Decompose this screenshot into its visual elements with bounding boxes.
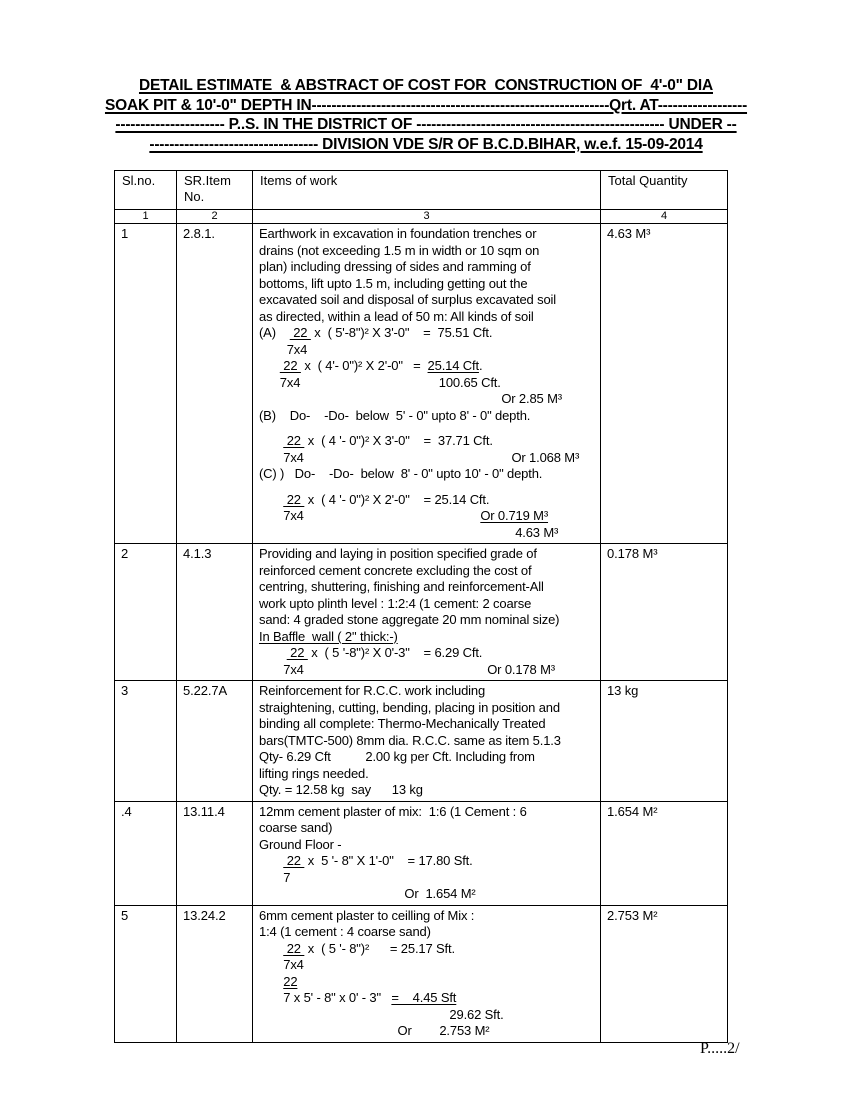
work-line — [259, 908, 598, 925]
title-line-1: DETAIL ESTIMATE & ABSTRACT OF COST FOR CONSTRUCTION OF 4'-0" DIA — [138, 77, 713, 94]
work-text-segment: Qty- 6.29 Cft 2.00 kg per Cft. Including from — [259, 749, 535, 764]
work-line — [259, 342, 598, 359]
work-text-segment: Or 0.719 M³ — [480, 508, 549, 523]
work-text-segment — [259, 645, 287, 660]
title-line-4: ---------------------------------- DIVISION VDE S/R OF B.C.D.BIHAR, w.e.f. 15-09-2014 — [149, 135, 703, 153]
column-number-2: 2 — [177, 210, 253, 224]
work-blank-line — [259, 483, 598, 492]
work-line — [259, 276, 598, 293]
work-line — [259, 662, 598, 679]
table-row — [115, 801, 728, 905]
work-text-segment: 7x4 100.65 Cft. — [259, 374, 501, 390]
column-number-4: 4 — [601, 210, 728, 224]
estimate-table — [114, 170, 728, 1043]
work-line — [259, 579, 598, 596]
col-header-item-no: SR.Item No. — [177, 171, 253, 210]
cell-total-quantity: 0.178 M³ — [601, 544, 728, 681]
work-line — [259, 870, 598, 887]
work-text-segment: 7x4 — [259, 957, 304, 972]
cell-item-no: 4.1.3 — [177, 544, 253, 681]
table-row — [115, 681, 728, 802]
work-text-segment: straightening, cutting, bending, placing in position and — [259, 699, 560, 715]
work-text-segment: 25.14 Cft — [427, 358, 479, 373]
cell-item-no: 13.11.4 — [177, 801, 253, 905]
work-text-segment: (C) ) Do- -Do- below 8' - 0" upto 10' - 0" depth. — [259, 466, 543, 481]
column-number-row — [115, 210, 728, 224]
work-line — [259, 820, 598, 837]
work-text-segment: Qty. = 12.58 kg say 13 kg — [259, 782, 423, 797]
work-line — [259, 1023, 598, 1040]
cell-items-of-work — [253, 544, 601, 681]
cell-item-no: 5.22.7A — [177, 681, 253, 802]
work-line — [259, 782, 598, 799]
work-text-segment: Reinforcement for R.C.C. work including — [259, 683, 486, 698]
work-line — [259, 716, 598, 733]
work-text-segment: binding all complete: Thermo-Mechanically Treated — [259, 716, 546, 731]
work-line — [259, 990, 598, 1007]
work-text-segment: (A) — [259, 325, 290, 340]
work-line — [259, 243, 598, 260]
work-text-segment: Ground Floor - — [259, 836, 342, 852]
title-line-3: ---------------------- P..S. IN THE DISTRICT OF -------------------------------------------------- UNDER -- — [115, 116, 737, 133]
work-line — [259, 226, 598, 243]
col-header-slno: Sl.no. — [115, 171, 177, 210]
work-text-segment: bars(TMTC-500) 8mm dia. R.C.C. same as item 5.1.3 — [259, 732, 561, 748]
work-line — [259, 325, 598, 342]
work-line — [259, 492, 598, 509]
work-line — [259, 941, 598, 958]
work-line — [259, 837, 598, 854]
work-text-segment — [259, 358, 280, 373]
work-line — [259, 546, 598, 563]
work-line — [259, 292, 598, 309]
work-text-segment: work upto plinth level : 1:2:4 (1 cement: 2 coarse — [259, 595, 532, 611]
work-line — [259, 853, 598, 870]
title-line-2: SOAK PIT & 10'-0" DEPTH IN------------------------------------------------------------Qrt. AT------------------ — [104, 96, 748, 114]
work-text-segment: bottoms, lift upto 1.5 m, including getting out the — [259, 275, 528, 291]
work-text-segment: 22 — [283, 853, 305, 868]
cell-slno: 3 — [115, 681, 177, 802]
work-text-segment: 22 — [283, 973, 298, 989]
work-line — [259, 957, 598, 974]
work-text-segment — [259, 853, 283, 868]
work-text-segment: 7x4 Or 1.068 M³ — [259, 449, 580, 465]
work-text-segment: 7x4 — [259, 341, 308, 357]
cell-total-quantity: 4.63 M³ — [601, 224, 728, 544]
col-header-total-quantity: Total Quantity — [601, 171, 728, 210]
work-line — [259, 683, 598, 700]
work-blank-line — [259, 424, 598, 433]
table-body — [115, 224, 728, 1043]
work-text-segment: 7x4 — [259, 508, 481, 523]
work-text-segment — [259, 974, 283, 989]
work-text-segment: 7 x 5' - 8" x 0' - 3" — [259, 990, 392, 1005]
work-text-segment: 4.63 M³ — [259, 524, 559, 540]
cell-slno: 2 — [115, 544, 177, 681]
cell-slno: 1 — [115, 224, 177, 544]
cell-total-quantity: 1.654 M² — [601, 801, 728, 905]
col-header-items-of-work: Items of work — [253, 171, 601, 210]
work-text-segment: x ( 5'-8")² X 3'-0" = 75.51 Cft. — [310, 325, 493, 340]
work-line — [259, 525, 598, 542]
work-line — [259, 974, 598, 991]
work-text-segment: 6mm cement plaster to ceilling of Mix : — [259, 907, 475, 923]
work-line — [259, 629, 598, 646]
work-line — [259, 924, 598, 941]
work-line — [259, 375, 598, 392]
work-text-segment: plan) including dressing of sides and ramming of — [259, 259, 531, 274]
work-text-segment: drains (not exceeding 1.5 m in width or 10 sqm on — [259, 242, 540, 258]
work-text-segment: 1:4 (1 cement : 4 coarse sand) — [259, 924, 431, 939]
work-text-segment: Earthwork in excavation in foundation trenches or — [259, 226, 537, 241]
table-header-row — [115, 171, 728, 210]
work-text-segment: 22 — [283, 433, 305, 448]
work-line — [259, 733, 598, 750]
work-line — [259, 309, 598, 326]
work-text-segment: Providing and laying in position specified grade of — [259, 546, 537, 561]
work-line — [259, 645, 598, 662]
work-text-segment — [259, 433, 283, 448]
column-number-1: 1 — [115, 210, 177, 224]
work-line — [259, 358, 598, 375]
work-text-segment: centring, shuttering, finishing and reinforcement-All — [259, 579, 544, 594]
work-line — [259, 259, 598, 276]
work-text-segment: = 4.45 Sft — [391, 990, 457, 1005]
work-text-segment: lifting rings needed. — [259, 765, 369, 781]
cell-slno: 5 — [115, 905, 177, 1042]
work-line — [259, 886, 598, 903]
work-text-segment: Or 2.85 M³ — [259, 391, 562, 406]
work-line — [259, 450, 598, 467]
work-line — [259, 700, 598, 717]
table-row — [115, 905, 728, 1042]
cell-item-no: 2.8.1. — [177, 224, 253, 544]
work-line — [259, 408, 598, 425]
work-line — [259, 563, 598, 580]
work-text-segment: x 5 '- 8" X 1'-0" = 17.80 Sft. — [304, 853, 473, 868]
work-text-segment: excavated soil and disposal of surplus excavated soil — [259, 292, 557, 307]
work-line — [259, 612, 598, 629]
work-text-segment: . — [478, 358, 483, 373]
work-text-segment: sand: 4 graded stone aggregate 20 mm nominal size) — [259, 612, 560, 627]
work-line — [259, 766, 598, 783]
work-line — [259, 596, 598, 613]
work-text-segment: coarse sand) — [259, 820, 333, 835]
work-line — [259, 749, 598, 766]
cell-items-of-work — [253, 905, 601, 1042]
work-text-segment — [259, 492, 283, 507]
document-title — [80, 76, 772, 154]
work-text-segment: reinforced cement concrete excluding the cost of — [259, 562, 532, 578]
cell-item-no: 13.24.2 — [177, 905, 253, 1042]
work-line — [259, 466, 598, 483]
work-line — [259, 391, 598, 408]
work-line — [259, 804, 598, 821]
work-text-segment: as directed, within a lead of 50 m: All kinds of soil — [259, 308, 534, 324]
work-text-segment: x ( 5 '- 8")² = 25.17 Sft. — [304, 940, 455, 956]
work-text-segment: 22 — [283, 940, 305, 956]
work-text-segment: Or 2.753 M² — [259, 1023, 490, 1038]
work-text-segment: x ( 4'- 0")² X 2'-0" = — [300, 358, 428, 373]
column-number-3: 3 — [253, 210, 601, 224]
work-text-segment: 22 — [279, 358, 301, 373]
work-text-segment: x ( 4 '- 0")² X 2'-0" = 25.14 Cft. — [304, 491, 490, 507]
work-line — [259, 508, 598, 525]
cell-total-quantity: 13 kg — [601, 681, 728, 802]
work-text-segment: In Baffle wall ( 2" thick:-) — [259, 628, 398, 644]
cell-slno: .4 — [115, 801, 177, 905]
cell-items-of-work — [253, 681, 601, 802]
work-text-segment: 22 — [283, 491, 305, 507]
work-text-segment: (B) Do- -Do- below 5' - 0" upto 8' - 0" depth. — [259, 407, 531, 423]
work-line — [259, 433, 598, 450]
work-text-segment: 22 — [286, 645, 308, 660]
work-text-segment: x ( 5 '-8")² X 0'-3" = 6.29 Cft. — [307, 645, 483, 660]
cell-total-quantity: 2.753 M² — [601, 905, 728, 1042]
work-text-segment: 22 — [289, 325, 311, 340]
cell-items-of-work — [253, 224, 601, 544]
table-row — [115, 224, 728, 544]
page-marker: P.....2/ — [700, 1040, 740, 1057]
work-text-segment: 12mm cement plaster of mix: 1:6 (1 Cement : 6 — [259, 803, 527, 819]
cell-items-of-work — [253, 801, 601, 905]
work-text-segment: Or 1.654 M² — [259, 886, 476, 901]
table-row — [115, 544, 728, 681]
work-text-segment: 29.62 Sft. — [259, 1006, 504, 1022]
work-text-segment: 7 — [259, 869, 291, 885]
work-line — [259, 1007, 598, 1024]
work-text-segment: x ( 4 '- 0")² X 3'-0" = 37.71 Cft. — [304, 433, 493, 448]
work-text-segment — [259, 941, 283, 956]
work-text-segment: 7x4 Or 0.178 M³ — [259, 661, 555, 677]
